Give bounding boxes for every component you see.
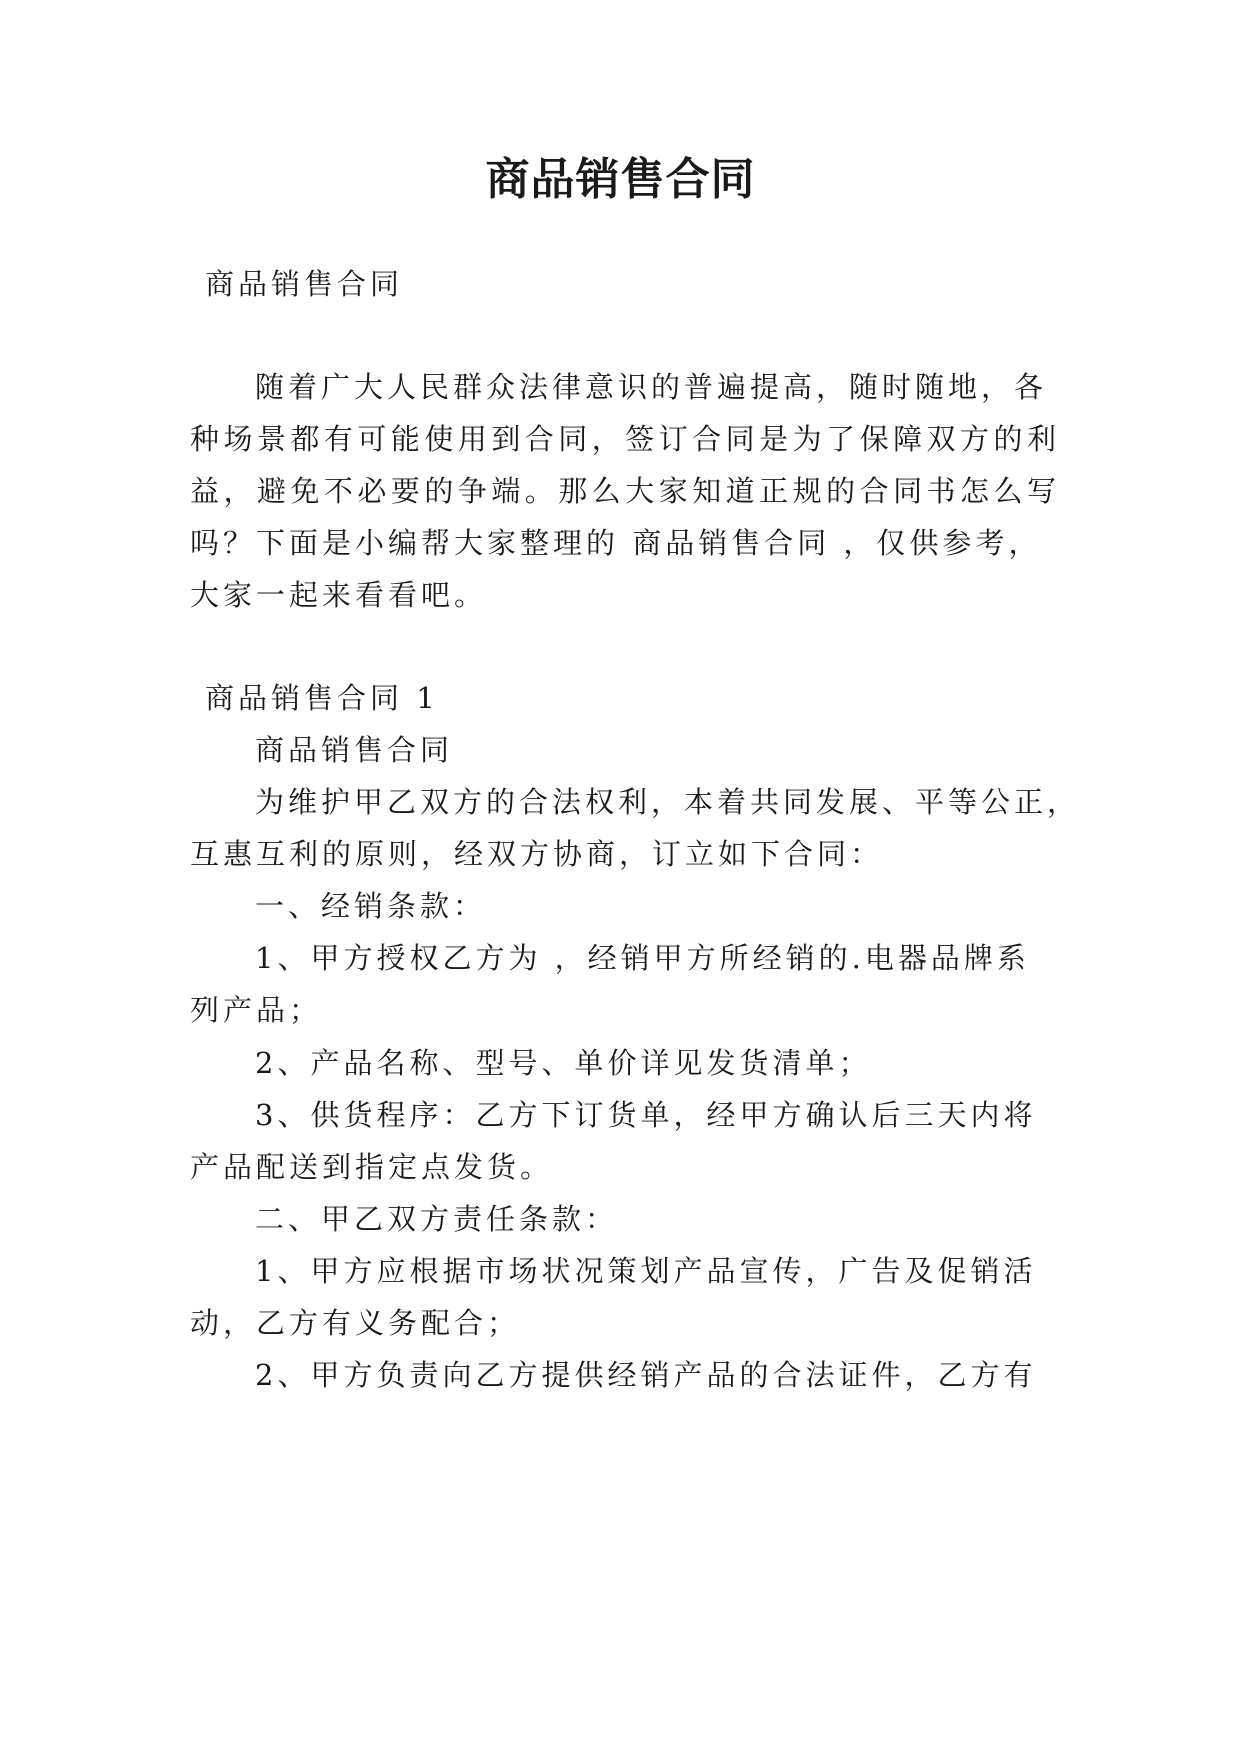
body-line: 互惠互利的原则，经双方协商，订立如下合同：	[190, 837, 884, 871]
intro-line: 吗？下面是小编帮大家整理的 商品销售合同 ，仅供参考，	[190, 526, 1042, 560]
body-line: 1、甲方应根据市场状况策划产品宣传，广告及促销活	[255, 1254, 1037, 1288]
intro-line: 种场景都有可能使用到合同，签订合同是为了保障双方的利	[190, 422, 1060, 456]
body-line: 3、供货程序：乙方下订货单，经甲方确认后三天内将	[255, 1098, 1037, 1132]
section-heading: 商品销售合同 1	[205, 681, 439, 715]
body-line: 2、产品名称、型号、单价详见发货清单；	[255, 1046, 872, 1080]
intro-line: 大家一起来看看吧。	[190, 578, 488, 612]
body-line: 列产品；	[190, 993, 323, 1027]
intro-line: 随着广大人民群众法律意识的普遍提高，随时随地，各	[255, 370, 1048, 404]
body-line: 二、甲乙双方责任条款：	[255, 1202, 619, 1236]
body-line: 为维护甲乙双方的合法权利，本着共同发展、平等公正，	[255, 785, 1081, 819]
body-line: 1、甲方授权乙方为 ，经销甲方所经销的.电器品牌系	[255, 941, 1030, 975]
body-line: 一、经销条款：	[255, 889, 487, 923]
body-line: 商品销售合同	[255, 733, 454, 767]
intro-line: 益，避免不必要的争端。那么大家知道正规的合同书怎么写	[190, 474, 1060, 508]
body-line: 动，乙方有义务配合；	[190, 1306, 521, 1340]
document-subtitle: 商品销售合同	[205, 267, 404, 301]
body-line: 2、甲方负责向乙方提供经销产品的合法证件，乙方有	[255, 1358, 1037, 1392]
body-line: 产品配送到指定点发货。	[190, 1150, 554, 1184]
document-title: 商品销售合同	[485, 154, 756, 205]
